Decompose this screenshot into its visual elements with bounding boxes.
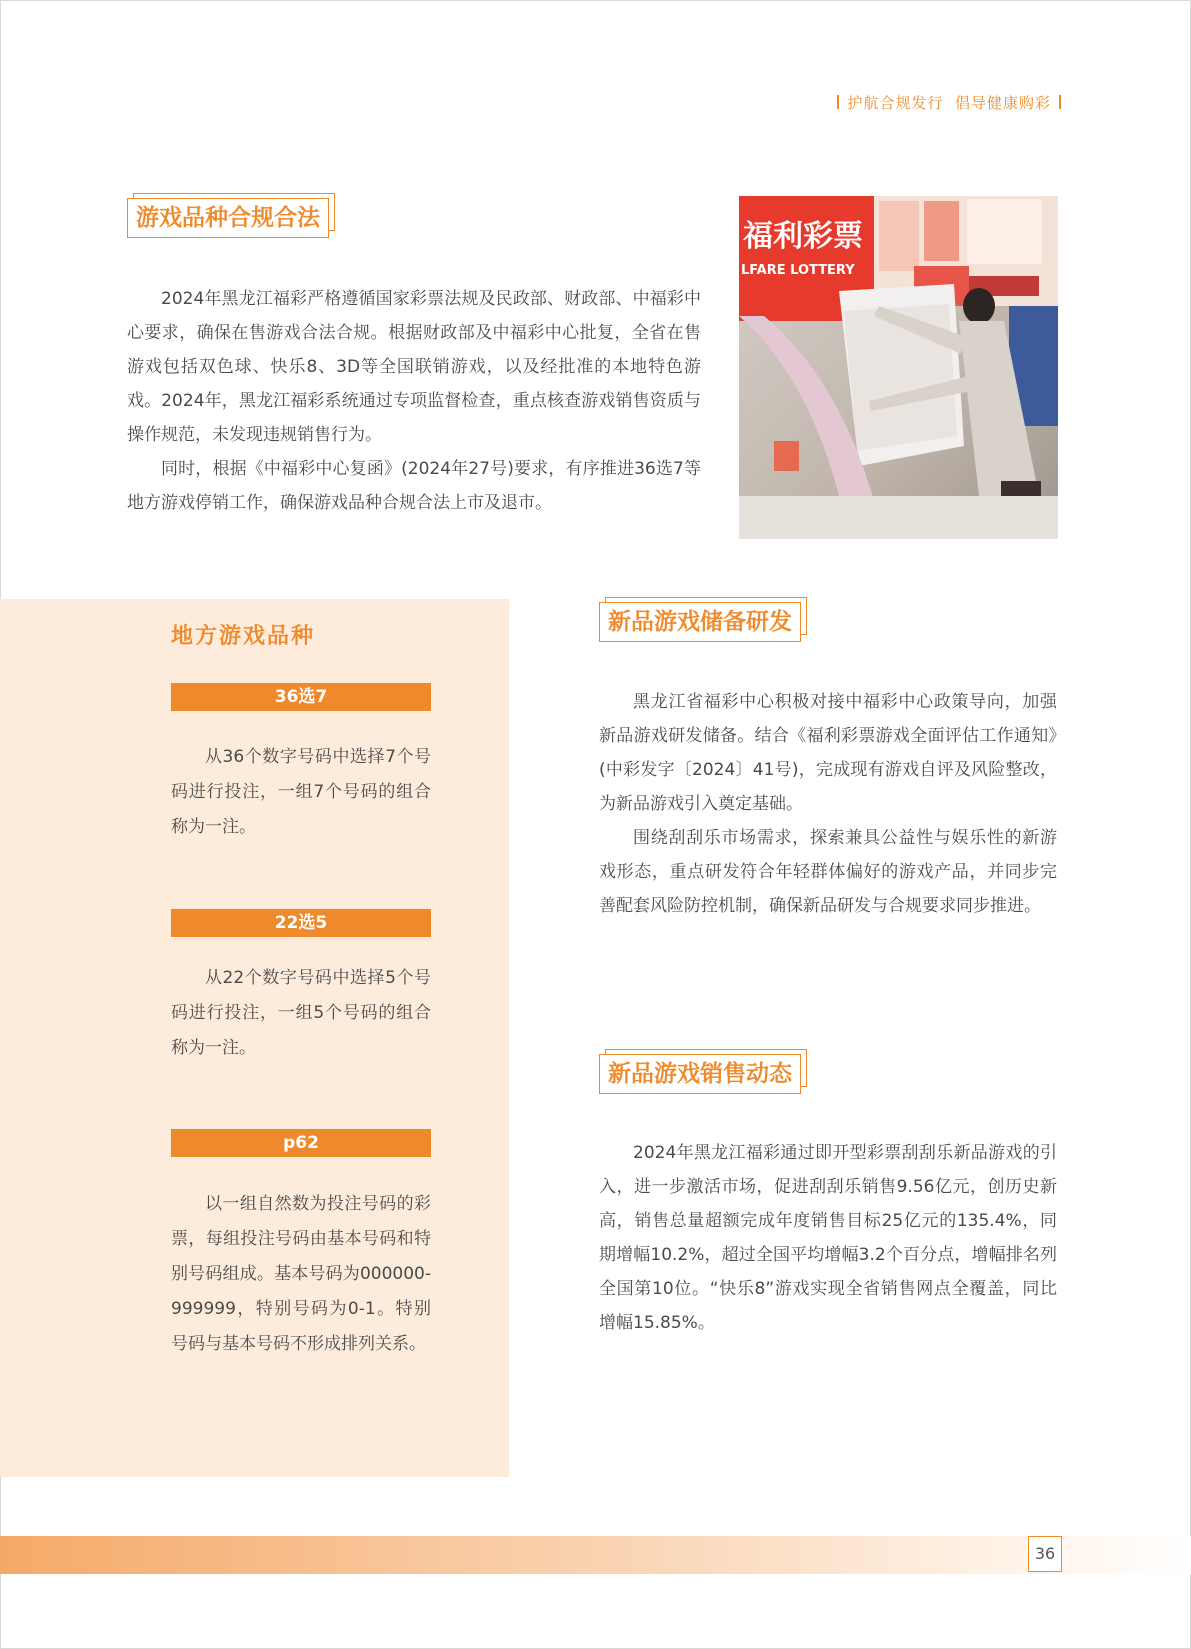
section-body-rnd	[599, 685, 1057, 923]
sign-main-text: 福利彩票	[743, 219, 863, 254]
header-tagline	[829, 92, 1069, 113]
paragraph: 黑龙江省福彩中心积极对接中福彩中心政策导向，加强新品游戏研发储备。结合《福利彩票游戏全面评估工作通知》(中彩发字〔2024〕41号)，完成现有游戏自评及风险整改，为新品游戏引入奠定基础。	[599, 692, 1057, 814]
game-tag-36x7: 36选7	[171, 683, 431, 711]
section-title-rnd: 新品游戏储备研发	[599, 602, 801, 642]
footer-band	[0, 1536, 1191, 1574]
paragraph: 2024年黑龙江福彩严格遵循国家彩票法规及民政部、财政部、中福彩中心要求，确保在售游戏合法合规。根据财政部及中福彩中心批复，全省在售游戏包括双色球、快乐8、3D等全国联销游戏，以及经批准的本地特色游戏。2024年，黑龙江福彩系统通过专项监督检查，重点核查游戏销售资质与操作规范，未发现违规销售行为。	[127, 289, 701, 445]
photo-lottery-store	[739, 196, 1058, 539]
game-desc-text: 以一组自然数为投注号码的彩票，每组投注号码由基本号码和特别号码组成。基本号码为000000-999999，特别号码为0-1。特别号码与基本号码不形成排列关系。	[171, 1194, 431, 1354]
page-number: 36	[1028, 1536, 1062, 1572]
tagline-text: 护航合规发行 倡导健康购彩	[847, 94, 1051, 112]
paragraph: 2024年黑龙江福彩通过即开型彩票刮刮乐新品游戏的引入，进一步激活市场，促进刮刮乐销售9.56亿元，创历史新高，销售总量超额完成年度销售目标25亿元的135.4%，同期增幅10.2%，超过全国平均增幅3.2个百分点，增幅排名列全国第10位。“快乐8”游戏实现全省销售网点全覆盖，同比增幅15.85%。	[599, 1143, 1057, 1333]
game-desc-p62	[171, 1187, 431, 1362]
game-tag-22x5: 22选5	[171, 909, 431, 937]
game-desc-text: 从36个数字号码中选择7个号码进行投注，一组7个号码的组合称为一注。	[171, 747, 431, 837]
tagline-bar-right	[1059, 95, 1061, 109]
game-desc-22x5	[171, 961, 431, 1066]
section-title-sales: 新品游戏销售动态	[599, 1054, 801, 1094]
paragraph: 同时，根据《中福彩中心复函》(2024年27号)要求，有序推进36选7等地方游戏停销工作，确保游戏品种合规合法上市及退市。	[127, 459, 701, 513]
tagline-bar-left	[837, 95, 839, 109]
game-tag-p62: p62	[171, 1129, 431, 1157]
section-body-compliance	[127, 282, 701, 520]
local-games-title: 地方游戏品种	[171, 623, 316, 649]
section-body-sales	[599, 1136, 1057, 1340]
game-desc-text: 从22个数字号码中选择5个号码进行投注，一组5个号码的组合称为一注。	[171, 968, 431, 1058]
game-desc-36x7	[171, 740, 431, 845]
sign-sub-text: LFARE LOTTERY	[741, 263, 855, 278]
photo-illustration	[739, 196, 1058, 539]
section-title-compliance: 游戏品种合规合法	[127, 198, 329, 238]
paragraph: 围绕刮刮乐市场需求，探索兼具公益性与娱乐性的新游戏形态，重点研发符合年轻群体偏好的游戏产品，并同步完善配套风险防控机制，确保新品研发与合规要求同步推进。	[599, 828, 1057, 916]
